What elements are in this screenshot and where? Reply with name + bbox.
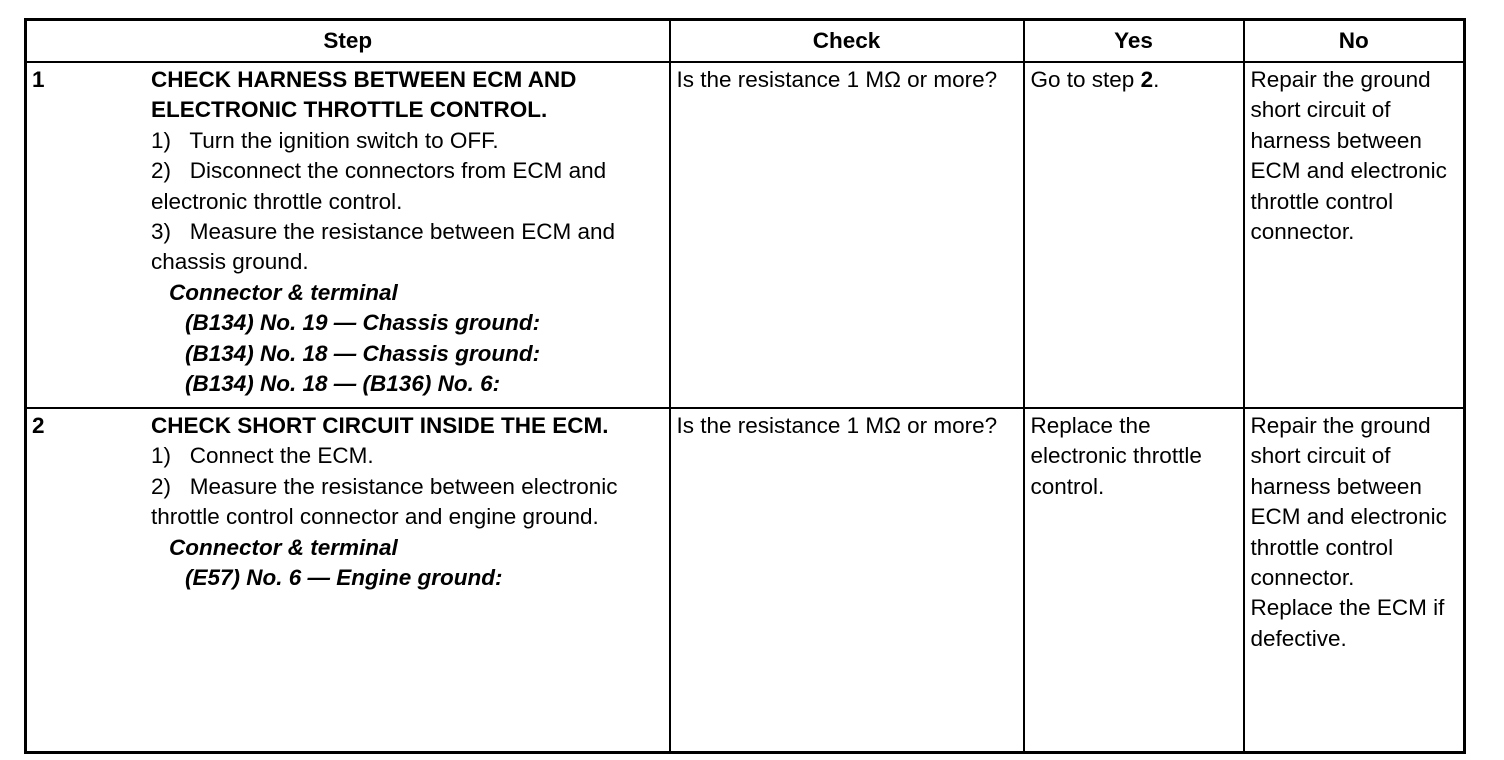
- step-title: CHECK SHORT CIRCUIT INSIDE THE ECM.: [151, 413, 609, 438]
- procedure-line: 2) Measure the resistance between electronic throttle control connector and engine ground.: [151, 473, 624, 530]
- yes-cell: [1024, 62, 1244, 408]
- table-row: [26, 408, 1465, 753]
- check-cell: Is the resistance 1 MΩ or more?: [670, 62, 1024, 408]
- no-cell: [1244, 408, 1465, 753]
- step-cell: [26, 62, 670, 408]
- procedure-line: 1) Connect the ECM.: [151, 443, 374, 469]
- procedure-line: 3) Measure the resistance between ECM and chassis ground.: [151, 219, 622, 275]
- no-extra-text: Replace the ECM if defective.: [1250, 595, 1445, 651]
- header-check: Check: [670, 20, 1024, 63]
- diagnostic-table: [24, 18, 1466, 754]
- header-step: Step: [26, 20, 670, 63]
- connector-heading: Connector & terminal: [169, 534, 398, 560]
- step-body: [27, 409, 669, 595]
- yes-suffix: .: [1153, 67, 1160, 92]
- yes-cell: Replace the electronic throttle control.: [1024, 408, 1244, 753]
- step-title: CHECK HARNESS BETWEEN ECM AND ELECTRONIC THROTTLE CONTROL.: [151, 67, 577, 123]
- connector-heading: Connector & terminal: [169, 279, 398, 305]
- yes-step-link: 2: [1140, 67, 1154, 92]
- connector-item: (B134) No. 18 — (B136) No. 6:: [185, 371, 501, 397]
- no-cell: Repair the ground short circuit of harness between ECM and electronic throttle control connector.: [1244, 62, 1465, 408]
- connector-item: (B134) No. 19 — Chassis ground:: [185, 310, 541, 336]
- procedure-line: 2) Disconnect the connectors from ECM and electronic throttle control.: [151, 158, 613, 214]
- header-no: No: [1244, 20, 1465, 63]
- table-row: [26, 62, 1465, 408]
- no-text: Repair the ground short circuit of harness between ECM and electronic throttle control connector.: [1250, 413, 1447, 591]
- yes-prefix: Go to step: [1030, 67, 1141, 92]
- table-header-row: [26, 20, 1465, 63]
- check-cell: Is the resistance 1 MΩ or more?: [670, 408, 1024, 753]
- connector-item: (E57) No. 6 — Engine ground:: [185, 565, 503, 591]
- step-body: [27, 63, 669, 401]
- procedure-line: 1) Turn the ignition switch to OFF.: [151, 127, 499, 153]
- connector-item: (B134) No. 18 — Chassis ground:: [185, 340, 541, 366]
- header-yes: Yes: [1024, 20, 1244, 63]
- step-number: 1: [32, 67, 45, 92]
- step-number: 2: [32, 413, 45, 438]
- step-cell: [26, 408, 670, 753]
